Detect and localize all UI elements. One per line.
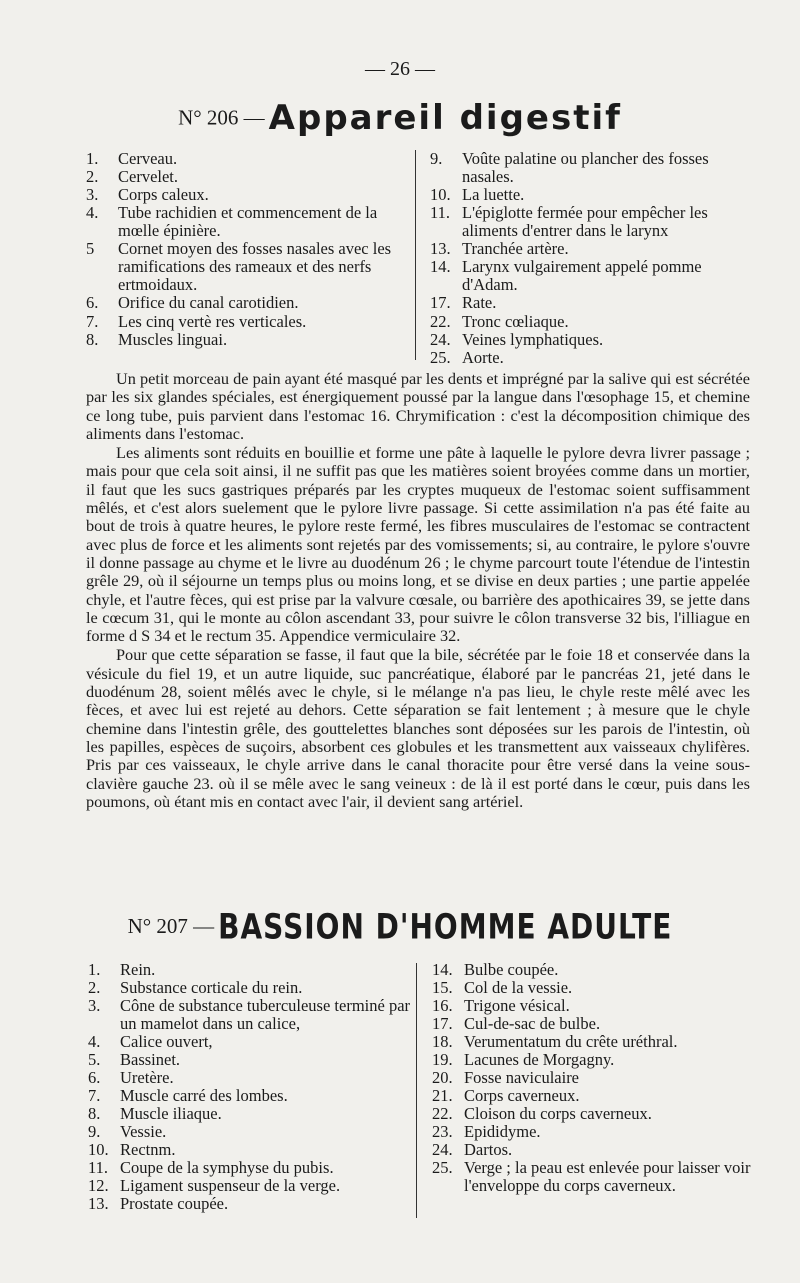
list-item: 10. Rectnm.: [88, 1140, 176, 1159]
list-item: 9. Voûte palatine ou plancher des fosses nasales.: [430, 149, 709, 186]
legend-206-right: [430, 150, 752, 367]
list-item: 15. Col de la vessie.: [432, 978, 573, 997]
legend-206-left: [86, 150, 408, 349]
list-item: 14. Larynx vulgairement appelé pomme d'Adam.: [430, 257, 702, 295]
column-divider: [415, 150, 416, 360]
list-item: 24. Dartos.: [432, 1140, 513, 1159]
list-item: 8. Muscles linguai.: [86, 329, 228, 349]
list-item: 16. Trigone vésical.: [432, 996, 570, 1015]
list-item: 21. Corps caverneux.: [432, 1086, 580, 1105]
paragraph: Un petit morceau de pain ayant été masqué par les dents et imprégné par la salive qui est sécrétée par les six glandes spéciales, est énergiquement poussé par la langue dans l'œsophage 15, et chemine ce long tube, puis parvient dans l'estomac 16. Chrymification : c'est la décomposition chimique des aliments dans l'estomac.: [86, 369, 750, 443]
list-item: 11. Coupe de la symphyse du pubis.: [88, 1158, 334, 1177]
legend-207-left: [88, 961, 410, 1213]
list-item: 11. L'épiglotte fermée pour empêcher les aliments d'entrer dans le larynx: [430, 203, 708, 241]
list-item: 25. Verge ; la peau est enlevée pour laisser voir l'enveloppe du corps caverneux.: [432, 1158, 751, 1195]
paragraph: Pour que cette séparation se fasse, il faut que la bile, sécrétée par le foie 18 et conservée dans la vésicule du fiel 19, et un autre liquide, suc pancréatique, élaboré par le pancréas 21, jeté dans le duodénum 28, soient mêlés avec le chyle, si le mélange n'a pas lieu, le chyle reste mêlé avec les fèces, et avec lui est rejeté au dehors. Cette séparation se fait lentement ; à mesure que le chyle chemine dans l'intestin grêle, des gouttelettes blanches sont déposées sur les parois de l'intestin, où les papilles, espèces de suçoirs, absorbent ces globules et les transmettent aux vaisseaux chylifères. Pris par ces vaisseaux, le chyle arrive dans le canal thoracite pour être versé dans la veine sous-clavière gauche 23. où il se mêle avec le sang veineux : de là il est porté dans le cœur, puis dans les poumons, où étant mis en contact avec l'air, il devient sang artériel.: [86, 645, 750, 811]
list-item: 25. Aorte.: [430, 347, 504, 367]
list-item: 24. Veines lymphatiques.: [430, 329, 604, 349]
list-item: 2. Cervelet.: [86, 167, 179, 187]
list-item: 13. Tranchée artère.: [430, 239, 569, 259]
section-206-number: N° 206 —: [178, 105, 265, 130]
list-item: 7. Muscle carré des lombes.: [88, 1086, 288, 1105]
list-item: 19. Lacunes de Morgagny.: [432, 1050, 615, 1069]
column-divider: [416, 963, 417, 1218]
list-item: 22. Cloison du corps caverneux.: [432, 1104, 652, 1123]
section-206-title: Appareil digestif: [268, 98, 622, 138]
section-207-title: BASSION D'HOMME ADULTE: [218, 905, 673, 948]
list-item: 1. Rein.: [88, 960, 156, 979]
list-item: 4. Calice ouvert,: [88, 1032, 213, 1051]
paragraph: Les aliments sont réduits en bouillie et forme une pâte à laquelle le pylore devra livrer passage ; mais pour que cela soit ainsi, il ne suffit pas que les matières soient broyées comme dans un mortier, il faut que les sucs gastriques préparés par les cryptes muqueux de l'estomac soient suffisamment mêlés, et c'est alors suelement que le pylore livre passage. Si cette assimilation n'a pas été faite au bout de trois à quatre heures, le pylore reste fermé, les fibres musculaires de l'estomac se contractent avec plus de force et les aliments sont rejetés par des vomissements; si, au contraire, le pylore s'ouvre il donne passage au chyme et le livre au duodénum 26 ; le chyme parcourt toute l'étendue de l'intestin grêle 29, où il séjourne un temps plus ou moins long, et se divise en deux parties ; une partie appelée chyle, et l'autre fèces, qui est prise par la valvure cœsale, ou barrière des apothicaires 39, se jette dans le cœcum 31, qui le monte au côlon ascendant 33, pour suivre le côlon transverse 32 bis, l'illiague en forme d S 34 et le rectum 35. Appendice vermiculaire 32.: [86, 443, 750, 646]
section-206-heading: [0, 98, 800, 138]
list-item: 10. La luette.: [430, 185, 525, 205]
legend-207-right: [432, 961, 752, 1195]
list-item: 6. Orifice du canal carotidien.: [86, 293, 299, 313]
section-207-heading: [0, 905, 800, 948]
list-item: 17. Rate.: [430, 293, 497, 313]
list-item: 5. Bassinet.: [88, 1050, 181, 1069]
list-item: 3. Corps caleux.: [86, 185, 209, 205]
list-item: 3. Cône de substance tuberculeuse terminé par un mamelot dans un calice,: [88, 996, 411, 1033]
list-item: 7. Les cinq vertè res verticales.: [86, 311, 307, 331]
list-item: 9. Vessie.: [88, 1122, 167, 1141]
list-item: 17. Cul-de-sac de bulbe.: [432, 1014, 601, 1033]
list-item: 4. Tube rachidien et commencement de la mœlle épinière.: [86, 203, 378, 241]
list-item: 13. Prostate coupée.: [88, 1194, 229, 1213]
list-item: 8. Muscle iliaque.: [88, 1104, 222, 1123]
list-item: 23. Epididyme.: [432, 1122, 541, 1141]
section-207-number: N° 207 —: [127, 914, 215, 938]
section-206-text: [86, 370, 750, 811]
list-item: 18. Verumentatum du crête uréthral.: [432, 1032, 678, 1051]
list-item: 12. Ligament suspenseur de la verge.: [88, 1176, 341, 1195]
list-item: 20. Fosse naviculaire: [432, 1068, 580, 1087]
list-item: 2. Substance corticale du rein.: [88, 978, 303, 997]
page-number: — 26 —: [365, 58, 435, 80]
list-item: 14. Bulbe coupée.: [432, 960, 559, 979]
list-item: 1. Cerveau.: [86, 149, 178, 168]
list-item: 22. Tronc cœliaque.: [430, 311, 569, 331]
list-item: 5 Cornet moyen des fosses nasales avec les ramifications des rameaux et des nerfs ertmoidaux.: [86, 239, 392, 295]
list-item: 6. Uretère.: [88, 1068, 174, 1087]
